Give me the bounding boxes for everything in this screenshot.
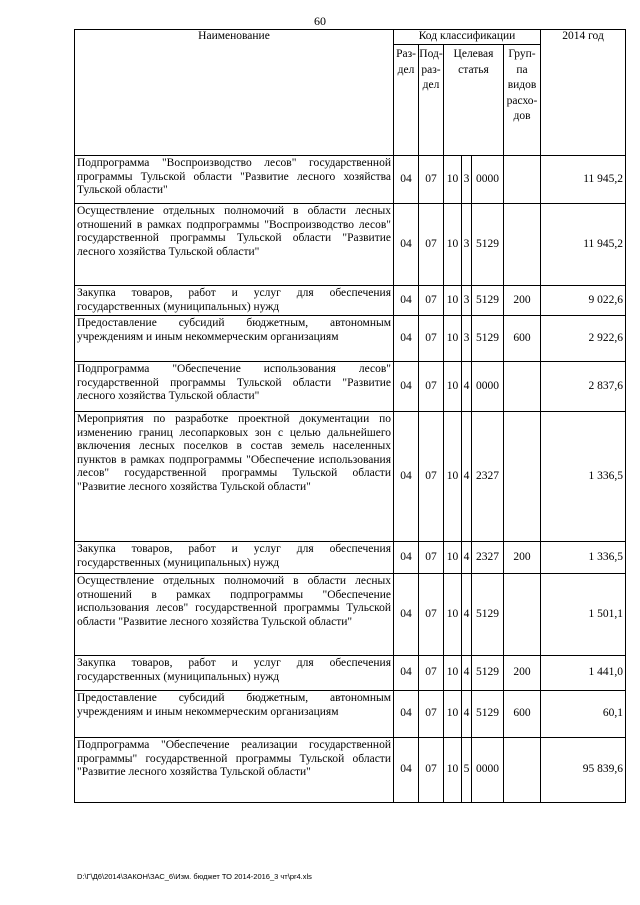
row-amount: 9 022,6 — [541, 286, 626, 316]
row-razdel: 04 — [394, 691, 419, 738]
row-podrazdel: 07 — [419, 362, 444, 412]
row-amount: 1 441,0 — [541, 656, 626, 691]
row-name: Подпрограмма "Обеспечение реализации государственной программы" государственной программы Тульской области "Развитие лесного хозяйства Тульской области" — [75, 738, 394, 803]
row-name: Закупка товаров, работ и услуг для обеспечения государственных (муниципальных) нужд — [75, 286, 394, 316]
row-podrazdel: 07 — [419, 156, 444, 204]
row-vr — [504, 204, 541, 286]
table-row — [75, 574, 626, 656]
row-amount: 60,1 — [541, 691, 626, 738]
row-name: Осуществление отдельных полномочий в области лесных отношений в рамках подпрограммы "Обеспечение использования лесов" государственной программы Тульской области "Развитие лесного хозяйства Тульской области" — [75, 574, 394, 656]
row-cs-code: 0000 — [472, 362, 504, 412]
row-name: Мероприятия по разработке проектной документации по изменению границ лесопарковых зон с целью дальнейшего включения лесных поселков в состав земель населенных пунктов в рамках подпрограммы "Обеспечение использования лесов" государственной программы Тульской области "Развитие лесного хозяйства Тульской области" — [75, 412, 394, 542]
row-cs-subprogram: 3 — [462, 316, 472, 362]
row-vr — [504, 574, 541, 656]
row-cs-program: 10 — [444, 316, 462, 362]
table-row — [75, 316, 626, 362]
table-row — [75, 542, 626, 574]
row-name: Закупка товаров, работ и услуг для обеспечения государственных (муниципальных) нужд — [75, 542, 394, 574]
row-cs-program: 10 — [444, 286, 462, 316]
row-cs-subprogram: 4 — [462, 362, 472, 412]
row-cs-program: 10 — [444, 362, 462, 412]
row-vr: 200 — [504, 656, 541, 691]
row-cs-program: 10 — [444, 156, 462, 204]
row-cs-program: 10 — [444, 656, 462, 691]
row-cs-program: 10 — [444, 412, 462, 542]
row-cs-code: 2327 — [472, 412, 504, 542]
row-vr — [504, 362, 541, 412]
row-podrazdel: 07 — [419, 691, 444, 738]
row-vr: 600 — [504, 316, 541, 362]
row-cs-subprogram: 4 — [462, 542, 472, 574]
row-amount: 95 839,6 — [541, 738, 626, 803]
header-year: 2014 год — [541, 30, 626, 156]
row-vr — [504, 156, 541, 204]
row-razdel: 04 — [394, 542, 419, 574]
header-name: Наименование — [75, 30, 394, 156]
row-cs-code: 5129 — [472, 316, 504, 362]
file-path-footer: D:\Г\Д6\2014\ЗАКОН\ЗАС_6\Изм. бюджет ТО 2014-2016_3 чт\pr4.xls — [77, 872, 312, 881]
row-podrazdel: 07 — [419, 412, 444, 542]
row-cs-program: 10 — [444, 574, 462, 656]
header-tselevaya: Целевая статья — [444, 45, 504, 156]
row-vr: 200 — [504, 286, 541, 316]
row-name: Предоставление субсидий бюджетным, автономным учреждениям и иным некоммерческим организациям — [75, 316, 394, 362]
row-vr — [504, 412, 541, 542]
row-razdel: 04 — [394, 574, 419, 656]
row-podrazdel: 07 — [419, 574, 444, 656]
row-vr — [504, 738, 541, 803]
row-razdel: 04 — [394, 362, 419, 412]
row-cs-program: 10 — [444, 204, 462, 286]
row-razdel: 04 — [394, 412, 419, 542]
row-razdel: 04 — [394, 204, 419, 286]
table-row — [75, 738, 626, 803]
row-cs-subprogram: 5 — [462, 738, 472, 803]
row-cs-code: 5129 — [472, 656, 504, 691]
row-amount: 1 336,5 — [541, 412, 626, 542]
row-cs-code: 5129 — [472, 286, 504, 316]
row-cs-subprogram: 4 — [462, 412, 472, 542]
table-row — [75, 656, 626, 691]
row-cs-code: 0000 — [472, 738, 504, 803]
row-cs-subprogram: 4 — [462, 691, 472, 738]
row-cs-code: 2327 — [472, 542, 504, 574]
row-name: Закупка товаров, работ и услуг для обеспечения государственных (муниципальных) нужд — [75, 656, 394, 691]
header-razdel: Раз- дел — [394, 45, 419, 156]
row-name: Подпрограмма "Обеспечение использования лесов" государственной программы Тульской области "Развитие лесного хозяйства Тульской области" — [75, 362, 394, 412]
table-row — [75, 412, 626, 542]
row-amount: 11 945,2 — [541, 156, 626, 204]
row-razdel: 04 — [394, 156, 419, 204]
table-row — [75, 286, 626, 316]
row-cs-subprogram: 3 — [462, 204, 472, 286]
budget-table — [74, 29, 626, 803]
row-vr: 200 — [504, 542, 541, 574]
row-cs-code: 5129 — [472, 691, 504, 738]
header-code: Код классификации — [394, 30, 541, 45]
row-cs-code: 0000 — [472, 156, 504, 204]
row-podrazdel: 07 — [419, 542, 444, 574]
table-row — [75, 691, 626, 738]
row-cs-code: 5129 — [472, 204, 504, 286]
row-razdel: 04 — [394, 738, 419, 803]
row-amount: 1 501,1 — [541, 574, 626, 656]
row-cs-subprogram: 4 — [462, 574, 472, 656]
row-amount: 1 336,5 — [541, 542, 626, 574]
header-gruppa: Груп- па видов расхо- дов — [504, 45, 541, 156]
row-podrazdel: 07 — [419, 204, 444, 286]
table-row — [75, 362, 626, 412]
table-row — [75, 204, 626, 286]
row-name: Предоставление субсидий бюджетным, автономным учреждениям и иным некоммерческим организациям — [75, 691, 394, 738]
row-podrazdel: 07 — [419, 316, 444, 362]
header-row-1 — [75, 30, 626, 45]
row-cs-subprogram: 3 — [462, 156, 472, 204]
row-amount: 2 837,6 — [541, 362, 626, 412]
row-razdel: 04 — [394, 286, 419, 316]
row-cs-program: 10 — [444, 691, 462, 738]
row-razdel: 04 — [394, 656, 419, 691]
row-cs-code: 5129 — [472, 574, 504, 656]
row-cs-program: 10 — [444, 542, 462, 574]
row-cs-subprogram: 3 — [462, 286, 472, 316]
row-razdel: 04 — [394, 316, 419, 362]
row-cs-program: 10 — [444, 738, 462, 803]
row-cs-subprogram: 4 — [462, 656, 472, 691]
row-name: Подпрограмма "Воспроизводство лесов" государственной программы Тульской области "Развитие лесного хозяйства Тульской области" — [75, 156, 394, 204]
page-number: 60 — [314, 14, 326, 28]
header-podrazdel: Под- раз- дел — [419, 45, 444, 156]
row-vr: 600 — [504, 691, 541, 738]
row-amount: 11 945,2 — [541, 204, 626, 286]
row-podrazdel: 07 — [419, 286, 444, 316]
row-podrazdel: 07 — [419, 738, 444, 803]
row-podrazdel: 07 — [419, 656, 444, 691]
row-amount: 2 922,6 — [541, 316, 626, 362]
table-row — [75, 156, 626, 204]
row-name: Осуществление отдельных полномочий в области лесных отношений в рамках подпрограммы "Воспроизводство лесов" государственной программы Тульской области "Развитие лесного хозяйства Тульской области" — [75, 204, 394, 286]
